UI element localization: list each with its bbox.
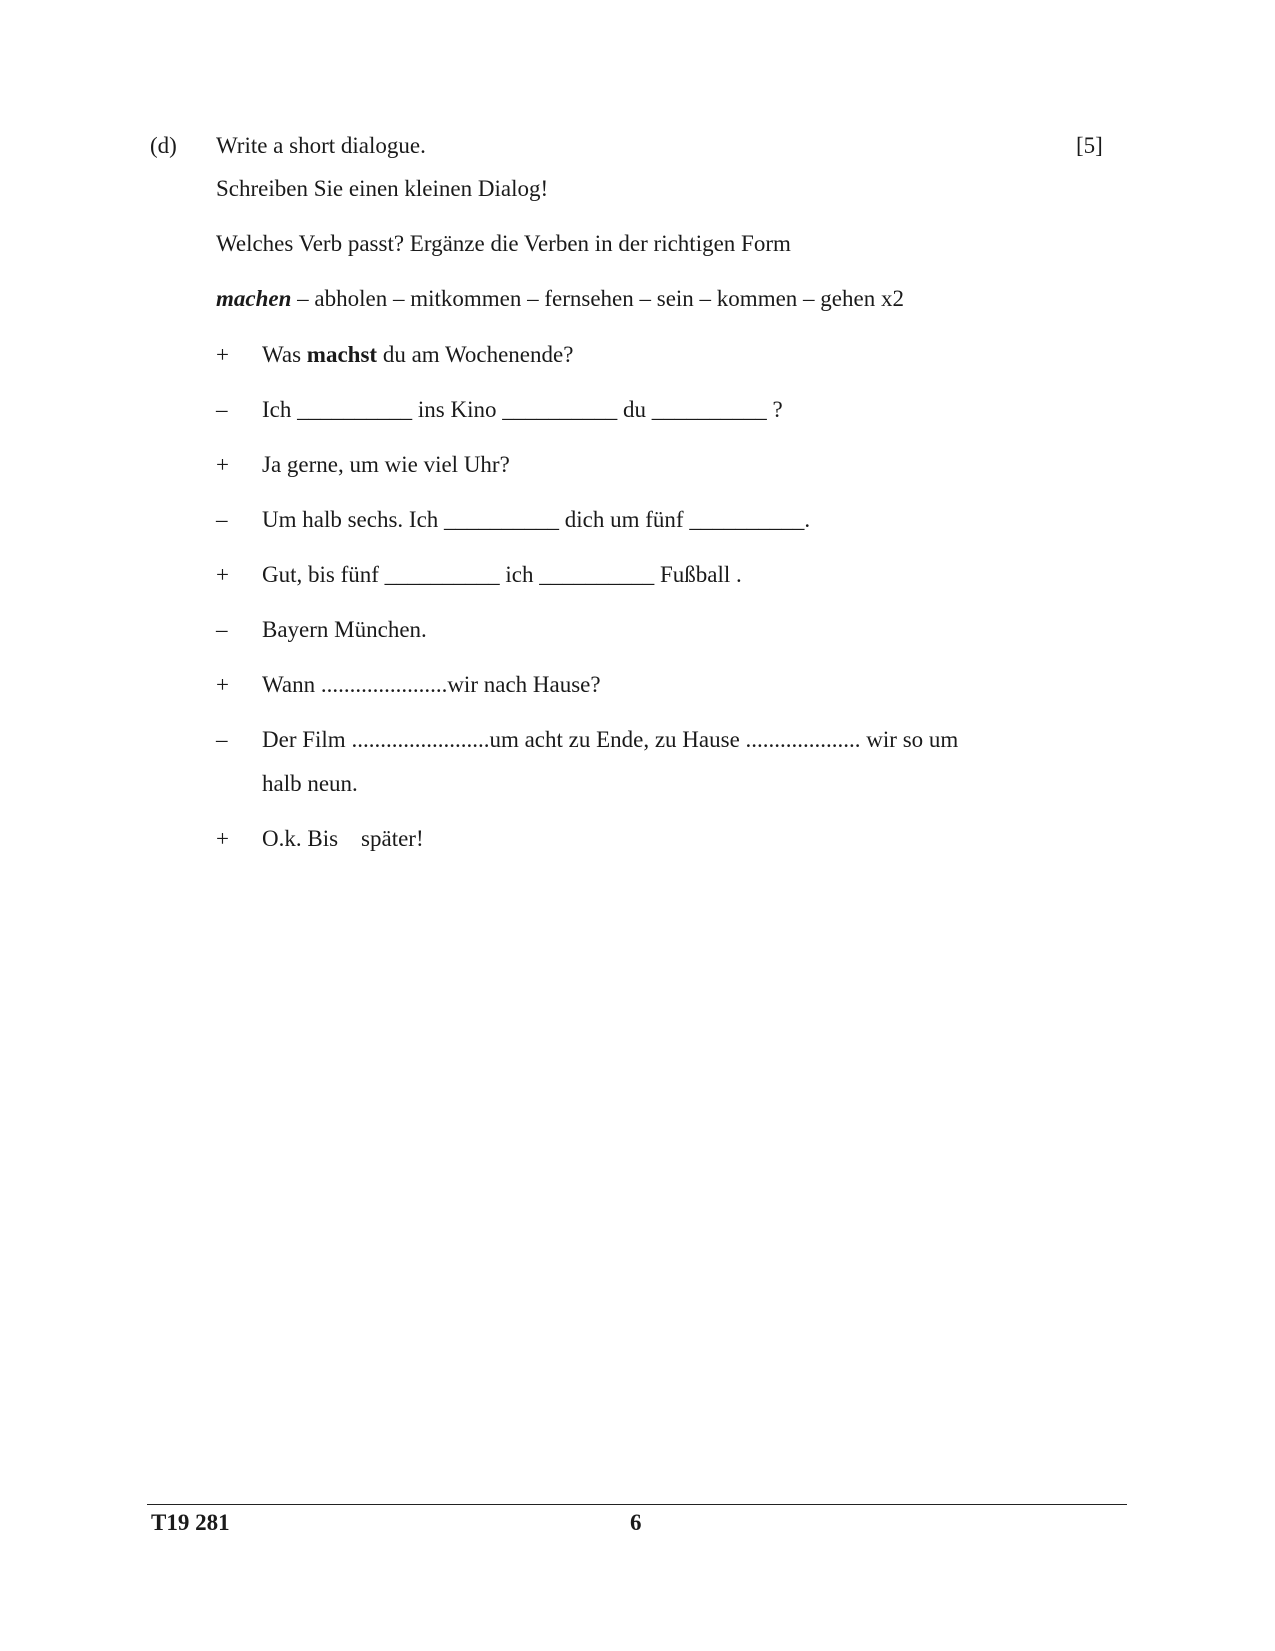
dialogue-symbol: + (216, 342, 229, 367)
dialogue-text: Ich __________ ins Kino __________ du __________ ? (262, 397, 783, 422)
dialogue-symbol: + (216, 452, 229, 477)
dialogue-text: Gut, bis fünf __________ ich __________ Fußball . (262, 562, 742, 587)
dialogue-text-continued: halb neun. (262, 771, 358, 796)
dialogue-text-post: du am Wochenende? (377, 342, 574, 367)
word-bank (216, 286, 904, 312)
dialogue-symbol: – (216, 727, 228, 752)
dialogue-text-pre: Was (262, 342, 307, 367)
dialogue-symbol: + (216, 562, 229, 587)
instruction-english: Write a short dialogue. (216, 133, 426, 158)
page-number: 6 (630, 1510, 642, 1535)
instruction-german: Schreiben Sie einen kleinen Dialog! (216, 176, 549, 201)
dialogue-symbol: + (216, 826, 229, 851)
dialogue-text: O.k. Bis später! (262, 826, 424, 851)
dialogue-symbol: – (216, 397, 228, 422)
dialogue-text: Der Film ........................um acht zu Ende, zu Hause .................... wir so um (262, 727, 959, 752)
footer-rule (147, 1504, 1127, 1505)
task-instruction: Welches Verb passt? Ergänze die Verben in der richtigen Form (216, 231, 791, 256)
dialogue-symbol: + (216, 672, 229, 697)
dialogue-text: Ja gerne, um wie viel Uhr? (262, 452, 510, 477)
dialogue-symbol: – (216, 617, 228, 642)
dialogue-text: Bayern München. (262, 617, 427, 642)
word-bank-first: machen (216, 286, 292, 311)
marks-label: [5] (1076, 133, 1103, 158)
word-bank-rest: – abholen – mitkommen – fernsehen – sein – kommen – gehen x2 (291, 286, 904, 311)
question-label: (d) (150, 133, 177, 158)
dialogue-text-bold: machst (306, 342, 378, 367)
dialogue-text: Wann ......................wir nach Hause? (262, 672, 601, 697)
paper-code: T19 281 (151, 1510, 230, 1535)
dialogue-text: Um halb sechs. Ich __________ dich um fünf __________. (262, 507, 811, 532)
dialogue-text (262, 342, 573, 368)
dialogue-symbol: – (216, 507, 228, 532)
